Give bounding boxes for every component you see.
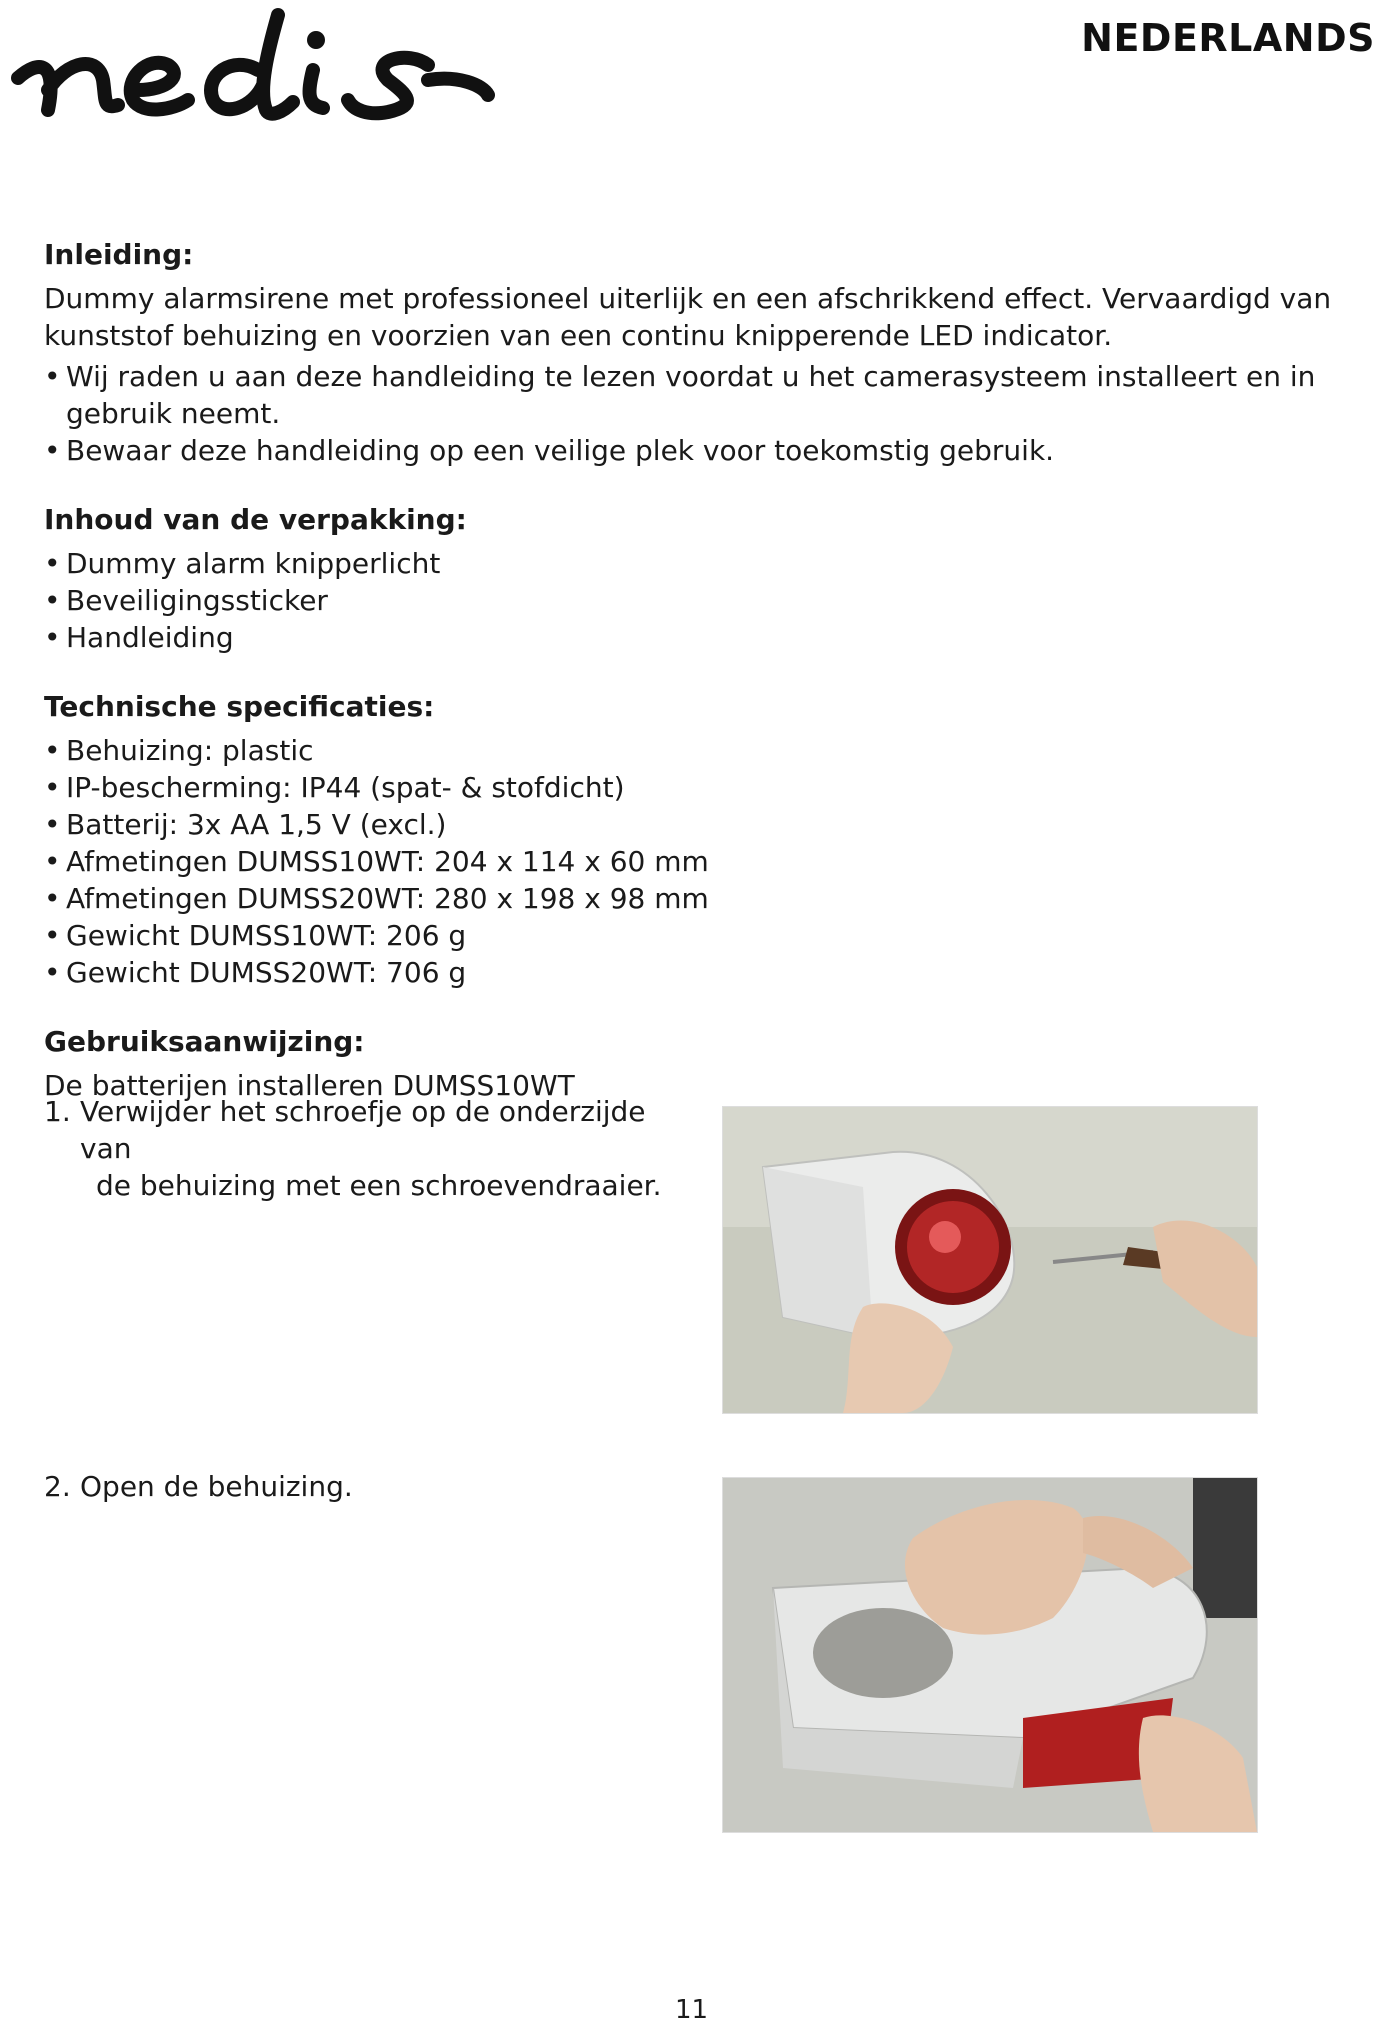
step-number: 1. (44, 1095, 71, 1128)
intro-bullets (44, 358, 1334, 469)
step-text-continued: de behuizing met een schroevendraaier. (96, 1169, 662, 1202)
contents-bullets (44, 545, 1334, 656)
list-item: • Bewaar deze handleiding op een veilige plek voor toekomstig gebruik. (44, 432, 1334, 469)
main-content (44, 236, 1334, 1104)
specs-section (44, 688, 1334, 991)
step-2 (44, 1468, 684, 1505)
contents-heading: Inhoud van de verpakking: (44, 503, 467, 536)
list-item: • Gewicht DUMSS10WT: 206 g (44, 917, 1334, 954)
list-item: • Behuizing: plastic (44, 732, 1334, 769)
usage-heading: Gebruiksaanwijzing: (44, 1025, 365, 1058)
usage-section (44, 1023, 1334, 1104)
step-1 (44, 1093, 684, 1204)
specs-bullets (44, 732, 1334, 991)
contents-section (44, 501, 1334, 656)
page-number: 11 (674, 1995, 709, 2025)
list-item: • Beveiligingssticker (44, 582, 1334, 619)
photo-unscrew-housing (722, 1106, 1258, 1414)
list-item: • Afmetingen DUMSS20WT: 280 x 198 x 98 mm (44, 880, 1334, 917)
list-item: • Dummy alarm knipperlicht (44, 545, 1334, 582)
photo-open-housing (722, 1477, 1258, 1833)
list-item: • IP-bescherming: IP44 (spat- & stofdicht) (44, 769, 1334, 806)
step-number: 2. (44, 1470, 71, 1503)
nedis-logo (8, 0, 508, 140)
intro-heading: Inleiding: (44, 238, 194, 271)
list-item: • Afmetingen DUMSS10WT: 204 x 114 x 60 mm (44, 843, 1334, 880)
list-item: • Gewicht DUMSS20WT: 706 g (44, 954, 1334, 991)
list-item: • Batterij: 3x AA 1,5 V (excl.) (44, 806, 1334, 843)
intro-section (44, 236, 1334, 469)
specs-heading: Technische specificaties: (44, 690, 435, 723)
usage-subheading: De batterijen installeren DUMSS10WT (44, 1069, 575, 1102)
list-item: • Wij raden u aan deze handleiding te lezen voordat u het camerasysteem installeert en in gebruik neemt. (44, 358, 1334, 432)
language-label: NEDERLANDS (1081, 16, 1375, 60)
intro-text: Dummy alarmsirene met professioneel uiterlijk en een afschrikkend effect. Vervaardigd van kunststof behuizing en voorzien van een continu knipperende LED indicator. (44, 282, 1332, 352)
step-text: Open de behuizing. (80, 1470, 353, 1503)
list-item: • Handleiding (44, 619, 1334, 656)
step-text: Verwijder het schroefje op de onderzijde van (80, 1095, 646, 1165)
